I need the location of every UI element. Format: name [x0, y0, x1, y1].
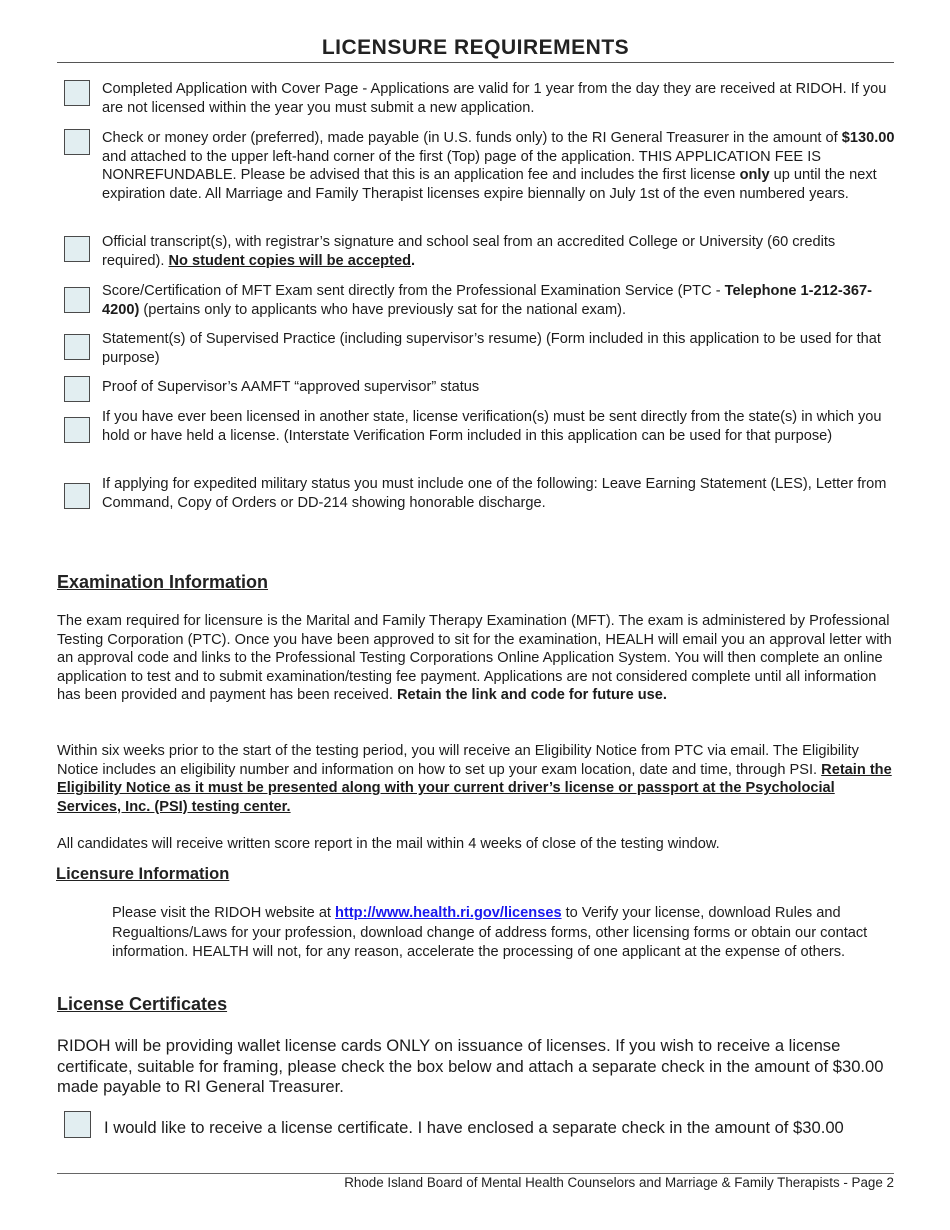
eligibility-paragraph: Within six weeks prior to the start of the testing period, you will receive an Eligibility Notice from PTC via email. The Eligibility Notice includes an eligibility number and information on how to set up your exam location, date and time, through PSI. Retain the Eligibility Notice as it must be presented along with your current driver’s license or passport at the Psycholocial Services, Inc. (PSI) testing center.: [57, 743, 892, 815]
score-report-paragraph: All candidates will receive written score report in the mail within 4 weeks of close of the testing window.: [57, 836, 720, 852]
requirement-text: [102, 80, 896, 117]
requirement-text-segment: Telephone 1-212-367-4200): [102, 283, 872, 318]
page-title: LICENSURE REQUIREMENTS: [321, 36, 630, 59]
requirement-text: [102, 282, 896, 319]
requirement-text-segment: Score/Certification of MFT Exam sent directly from the Professional Examination Service (PTC -: [102, 283, 725, 299]
page-footer: Rhode Island Board of Mental Health Counselors and Marriage & Family Therapists - Page 2: [344, 1175, 894, 1190]
requirement-text-segment: If you have ever been licensed in another state, license verification(s) must be sent directly from the state(s) in which you hold or have held a license. (Interstate Verification Form included in this application can be used for that purpose): [102, 409, 882, 444]
requirement-checkbox[interactable]: [64, 417, 90, 443]
requirement-text-segment: Check or money order (preferred), made payable (in U.S. funds only) to the RI General Treasurer in the amount of: [102, 130, 842, 146]
requirement-text-segment: Completed Application with Cover Page - Applications are valid for 1 year from the day they are received at RIDOH. If you are not licensed within the year you must submit a new application.: [102, 81, 887, 116]
requirement-text-segment: If applying for expedited military status you must include one of the following: Leave Earning Statement (LES), Letter from Command, Copy of Orders or DD-214 showing honorable discharge.: [102, 476, 887, 511]
footer-divider: [57, 1173, 894, 1174]
certificate-checkbox-label: I would like to receive a license certificate. I have enclosed a separate check in the amount of $30.00: [104, 1118, 844, 1137]
requirement-text: [102, 233, 896, 270]
requirement-text-segment: $130.00: [841, 130, 895, 146]
requirement-text-segment: No student copies will be accepted: [168, 252, 411, 269]
certificates-paragraph: RIDOH will be providing wallet license cards ONLY on issuance of licenses. If you wish to receive a license certificate, suitable for framing, please check the box below and attach a separate check in the amount of $30.00 made payable to RI General Treasurer.: [57, 1036, 884, 1096]
requirement-text-segment: Proof of Supervisor’s AAMFT “approved supervisor” status: [102, 379, 480, 395]
requirement-checkbox[interactable]: [64, 334, 90, 360]
licensure-info-paragraph: Please visit the RIDOH website at http://www.health.ri.gov/licenses to Verify your license, download Rules and Regualtions/Laws for your profession, download change of address forms, other licensing forms or obtain our contact information. HEALTH will not, for any reason, accelerate the processing of one applicant at the expense of others.: [112, 905, 868, 961]
requirement-text: [102, 330, 896, 367]
requirement-text-segment: .: [411, 252, 416, 269]
requirement-text-segment: and attached to the upper left-hand corner of the first (Top) page of the application. THIS APPLICATION FEE IS NONREFUNDABLE. Please be advised that this is an application fee and includes the first license: [102, 148, 821, 184]
requirement-text: [102, 475, 896, 512]
title-divider: [57, 62, 894, 63]
requirement-text-segment: only: [739, 167, 770, 184]
licensure-info-heading: Licensure Information: [56, 865, 230, 883]
requirement-checkbox[interactable]: [64, 80, 90, 106]
requirement-checkbox[interactable]: [64, 236, 90, 262]
requirement-checkbox[interactable]: [64, 376, 90, 402]
certificates-heading: License Certificates: [57, 994, 228, 1014]
exam-heading: Examination Information: [57, 572, 269, 592]
requirement-text-segment: Official transcript(s), with registrar’s signature and school seal from an accredited College or University (60 credits required).: [102, 234, 836, 269]
requirement-text-segment: Statement(s) of Supervised Practice (including supervisor’s resume) (Form included in this application to be used for that purpose): [102, 331, 881, 366]
requirement-text: [102, 408, 896, 445]
exam-paragraph: The exam required for licensure is the Marital and Family Therapy Examination (MFT). The exam is administered by Professional Testing Corporation (PTC). Once you have been approved to sit for the examination, HEALH will email you an approval letter with an approval code and links to the Professional Testing Corporations Online Application System. You will then complete an online application to test and to submit examination/testing fee payment. Applications are not considered complete until all information has been provided and payment has been received. Retain the link and code for future use.: [57, 613, 892, 704]
requirement-checkbox[interactable]: [64, 483, 90, 509]
certificate-checkbox[interactable]: [64, 1111, 91, 1138]
requirement-checkbox[interactable]: [64, 287, 90, 313]
requirement-text-segment: up until the next expiration date. All Marriage and Family Therapist licenses expire biennally on July 1st of the even numbered years.: [102, 167, 877, 202]
ridoh-licenses-link[interactable]: http://www.health.ri.gov/licenses: [335, 905, 562, 921]
requirement-text-segment: (pertains only to applicants who have previously sat for the national exam).: [139, 301, 627, 318]
requirement-text: [102, 378, 896, 397]
requirement-text: [102, 129, 896, 203]
requirement-checkbox[interactable]: [64, 129, 90, 155]
